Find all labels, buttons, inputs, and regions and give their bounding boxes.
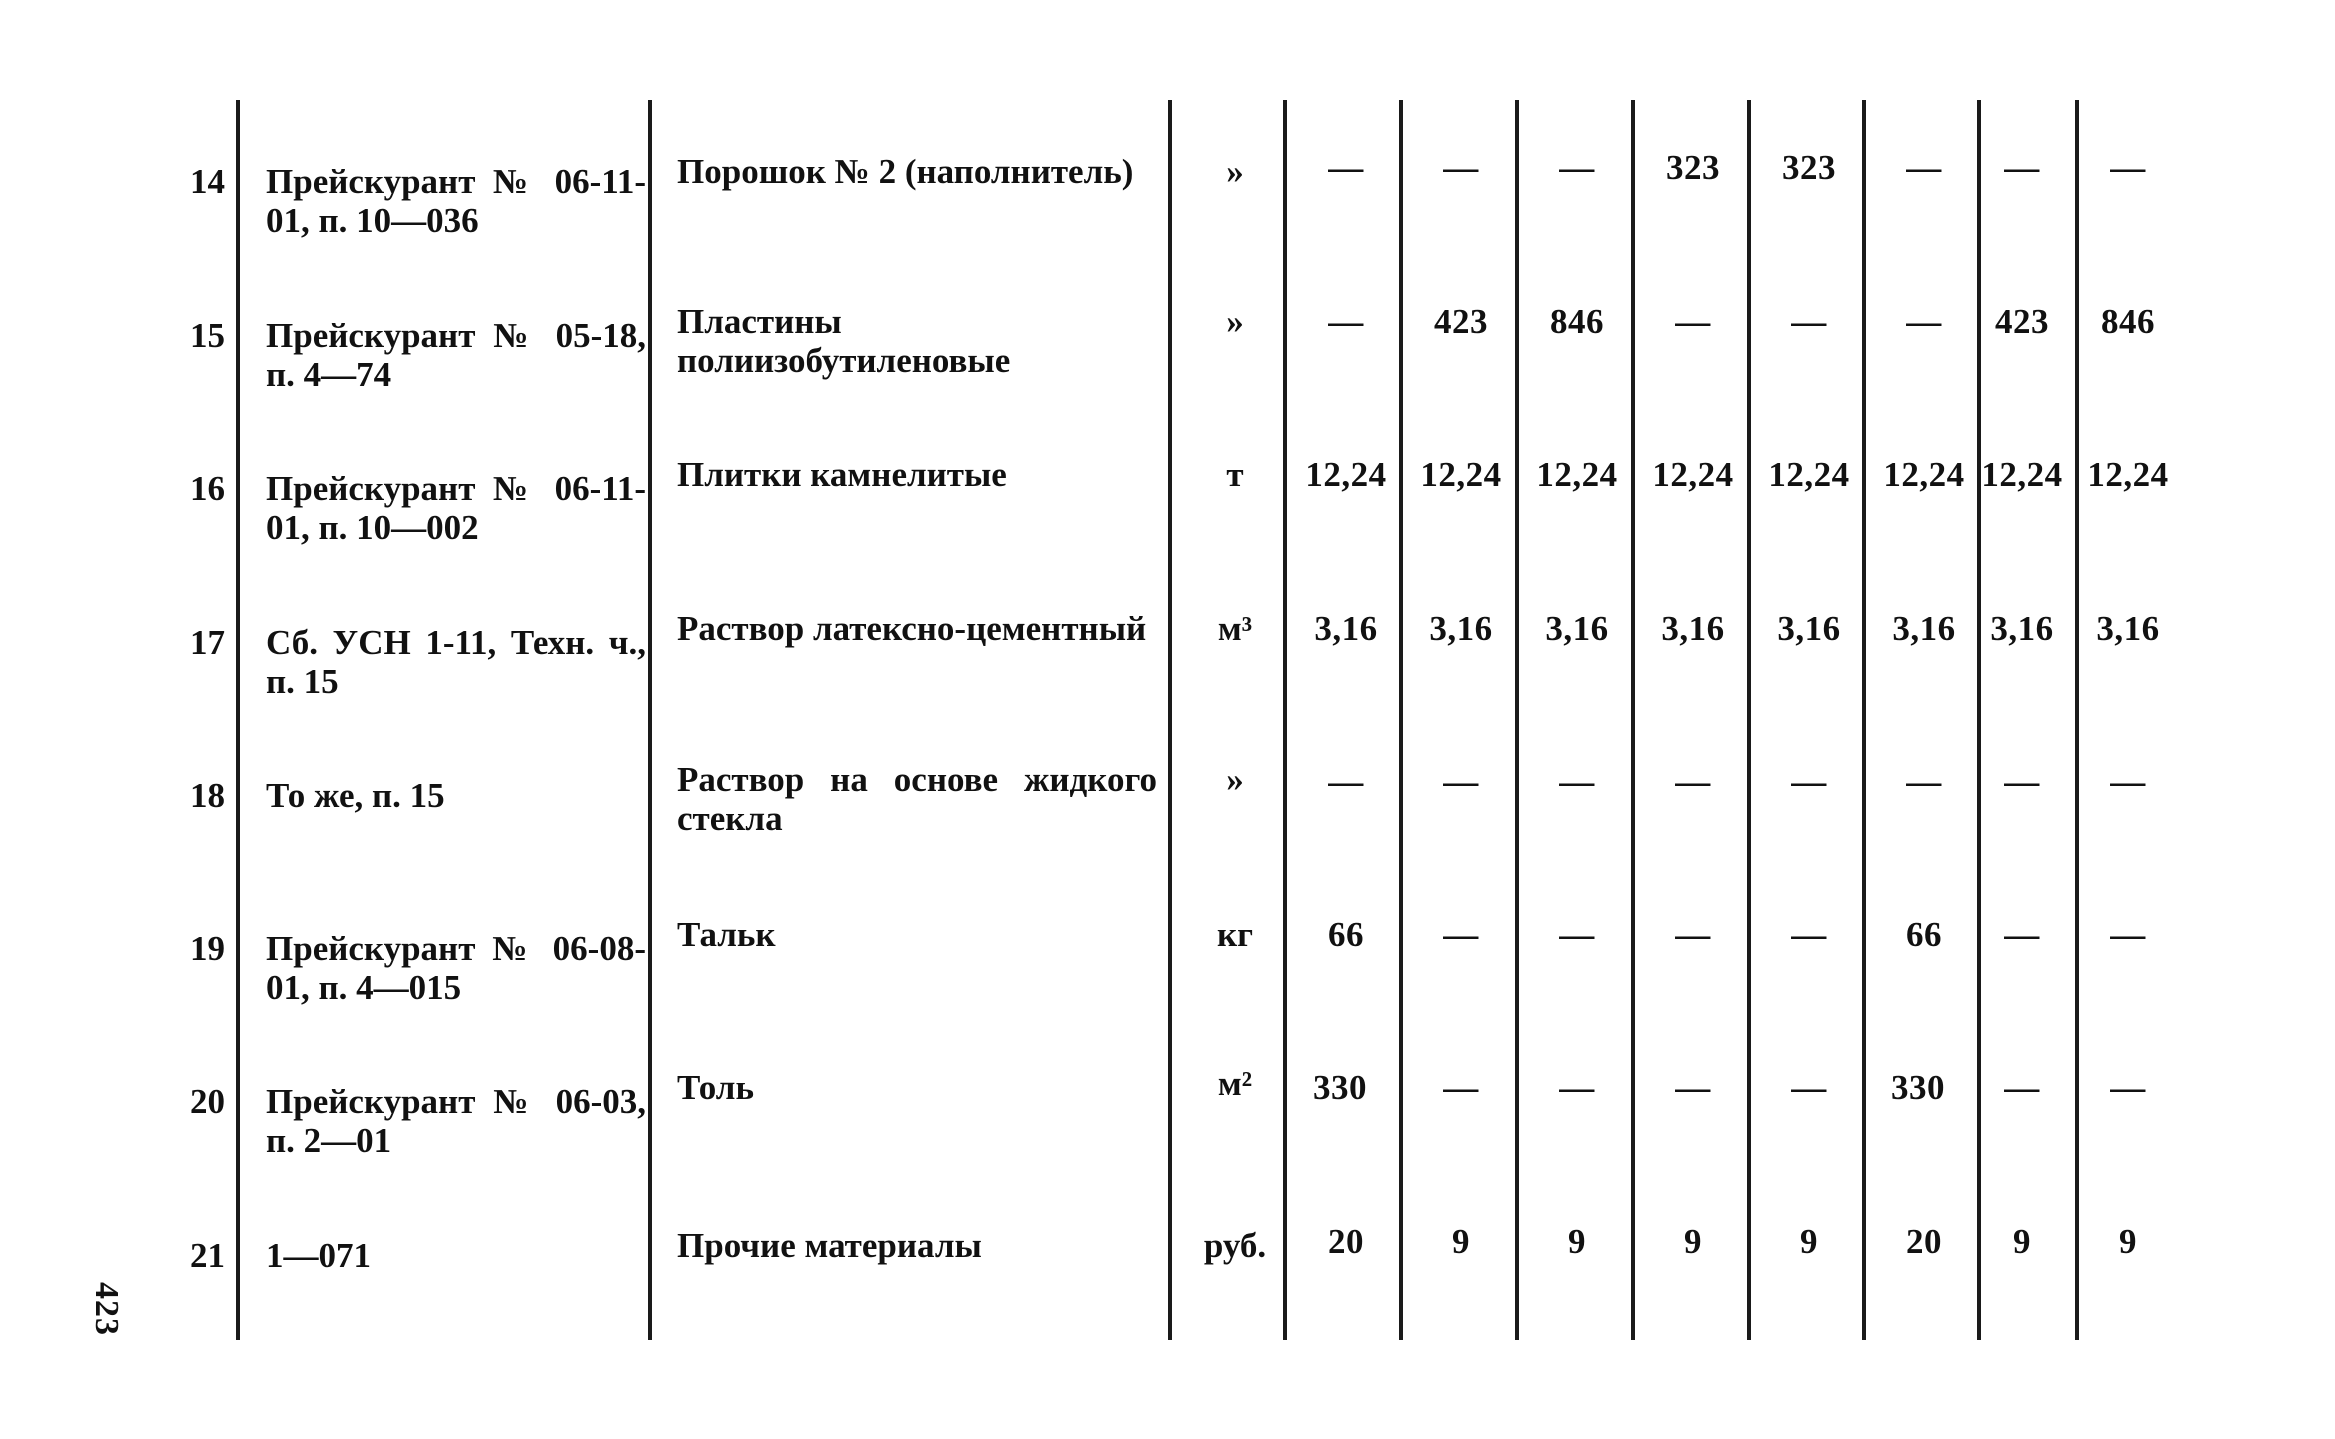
table-row <box>0 1200 2335 1350</box>
source-reference: Прейскурант № 06-11-01, п. 10—002 <box>266 469 646 547</box>
value-cell: 3,16 <box>1314 609 1378 648</box>
value-cell: 9 <box>1684 1222 1702 1261</box>
value-cell: — <box>2004 148 2040 187</box>
value-cell: 3,16 <box>2096 609 2160 648</box>
value-cell: — <box>1559 148 1595 187</box>
value-cell: 12,24 <box>2087 455 2169 494</box>
value-cell: 323 <box>1666 148 1720 187</box>
material-name: Тальк <box>677 915 776 954</box>
value-cell: — <box>1791 1068 1827 1107</box>
unit-of-measure: м² <box>1217 1064 1253 1103</box>
value-cell: — <box>2110 148 2146 187</box>
value-cell: — <box>1559 915 1595 954</box>
value-cell: 12,24 <box>1981 455 2063 494</box>
material-name: Пластины полиизобутиленовые <box>677 302 1011 380</box>
material-name: Толь <box>677 1068 754 1107</box>
table-row <box>0 893 2335 1043</box>
value-cell: 423 <box>1995 302 2049 341</box>
value-cell: 12,24 <box>1883 455 1965 494</box>
value-cell: — <box>1328 302 1364 341</box>
value-cell: 323 <box>1782 148 1836 187</box>
value-cell: 3,16 <box>1892 609 1956 648</box>
value-cell: 9 <box>2119 1222 2137 1261</box>
value-cell: — <box>1791 915 1827 954</box>
table-row <box>0 433 2335 583</box>
value-cell: 9 <box>1452 1222 1470 1261</box>
value-cell: — <box>1675 1068 1711 1107</box>
value-cell: 3,16 <box>1661 609 1725 648</box>
value-cell: 66 <box>1328 915 1364 954</box>
value-cell: — <box>1675 915 1711 954</box>
value-cell: 3,16 <box>1990 609 2054 648</box>
source-reference: Прейскурант № 06-03, п. 2—01 <box>266 1082 646 1160</box>
table-row <box>0 280 2335 430</box>
source-reference: Прейскурант № 06-11-01, п. 10—036 <box>266 162 646 240</box>
unit-of-measure: руб. <box>1203 1226 1267 1265</box>
value-cell: — <box>1675 762 1711 801</box>
value-cell: — <box>2004 762 2040 801</box>
value-cell: 12,24 <box>1536 455 1618 494</box>
unit-of-measure: » <box>1226 302 1244 341</box>
value-cell: 12,24 <box>1768 455 1850 494</box>
value-cell: — <box>1559 762 1595 801</box>
material-name: Плитки камнелитые <box>677 455 1007 494</box>
row-number: 18 <box>190 776 225 815</box>
material-name: Порошок № 2 (наполнитель) <box>677 152 1134 191</box>
source-reference: То же, п. 15 <box>266 776 445 815</box>
row-number: 20 <box>190 1082 225 1121</box>
value-cell: 330 <box>1891 1068 1945 1107</box>
table-row <box>0 740 2335 890</box>
value-cell: 3,16 <box>1777 609 1841 648</box>
row-number: 21 <box>190 1236 225 1275</box>
value-cell: — <box>1675 302 1711 341</box>
value-cell: 12,24 <box>1652 455 1734 494</box>
value-cell: 66 <box>1906 915 1942 954</box>
value-cell: — <box>2110 762 2146 801</box>
value-cell: 846 <box>2101 302 2155 341</box>
table-row <box>0 1046 2335 1196</box>
value-cell: — <box>1791 762 1827 801</box>
value-cell: — <box>2004 915 2040 954</box>
material-name: Раствор на основе жидкого стекла <box>677 760 1157 838</box>
table-row <box>0 126 2335 276</box>
value-cell: — <box>1443 762 1479 801</box>
value-cell: — <box>2110 915 2146 954</box>
value-cell: — <box>1443 1068 1479 1107</box>
unit-of-measure: » <box>1226 760 1244 799</box>
value-cell: — <box>1906 302 1942 341</box>
value-cell: — <box>1906 148 1942 187</box>
material-name: Прочие материалы <box>677 1226 982 1265</box>
source-reference: 1—071 <box>266 1236 371 1275</box>
row-number: 19 <box>190 929 225 968</box>
unit-of-measure: т <box>1226 455 1244 494</box>
unit-of-measure: м³ <box>1217 609 1253 648</box>
value-cell: 9 <box>2013 1222 2031 1261</box>
table-row <box>0 587 2335 737</box>
row-number: 17 <box>190 623 225 662</box>
value-cell: — <box>1443 148 1479 187</box>
value-cell: 12,24 <box>1420 455 1502 494</box>
row-number: 14 <box>190 162 225 201</box>
row-number: 16 <box>190 469 225 508</box>
value-cell: — <box>1791 302 1827 341</box>
value-cell: 20 <box>1906 1222 1942 1261</box>
source-reference: Сб. УСН 1-11, Техн. ч., п. 15 <box>266 623 646 701</box>
value-cell: 423 <box>1434 302 1488 341</box>
value-cell: 9 <box>1568 1222 1586 1261</box>
source-reference: Прейскурант № 06-08-01, п. 4—015 <box>266 929 646 1007</box>
row-number: 15 <box>190 316 225 355</box>
value-cell: 846 <box>1550 302 1604 341</box>
value-cell: 330 <box>1313 1068 1367 1107</box>
value-cell: — <box>1906 762 1942 801</box>
value-cell: — <box>1328 762 1364 801</box>
page-number: 423 <box>88 1282 125 1336</box>
value-cell: — <box>2004 1068 2040 1107</box>
value-cell: 3,16 <box>1545 609 1609 648</box>
material-name: Раствор латексно-цементный <box>677 609 1147 648</box>
value-cell: 20 <box>1328 1222 1364 1261</box>
value-cell: — <box>1328 148 1364 187</box>
value-cell: — <box>1559 1068 1595 1107</box>
value-cell: — <box>1443 915 1479 954</box>
value-cell: — <box>2110 1068 2146 1107</box>
unit-of-measure: кг <box>1216 915 1254 954</box>
value-cell: 9 <box>1800 1222 1818 1261</box>
source-reference: Прейскурант № 05-18, п. 4—74 <box>266 316 646 394</box>
unit-of-measure: » <box>1226 152 1244 191</box>
value-cell: 12,24 <box>1305 455 1387 494</box>
value-cell: 3,16 <box>1429 609 1493 648</box>
